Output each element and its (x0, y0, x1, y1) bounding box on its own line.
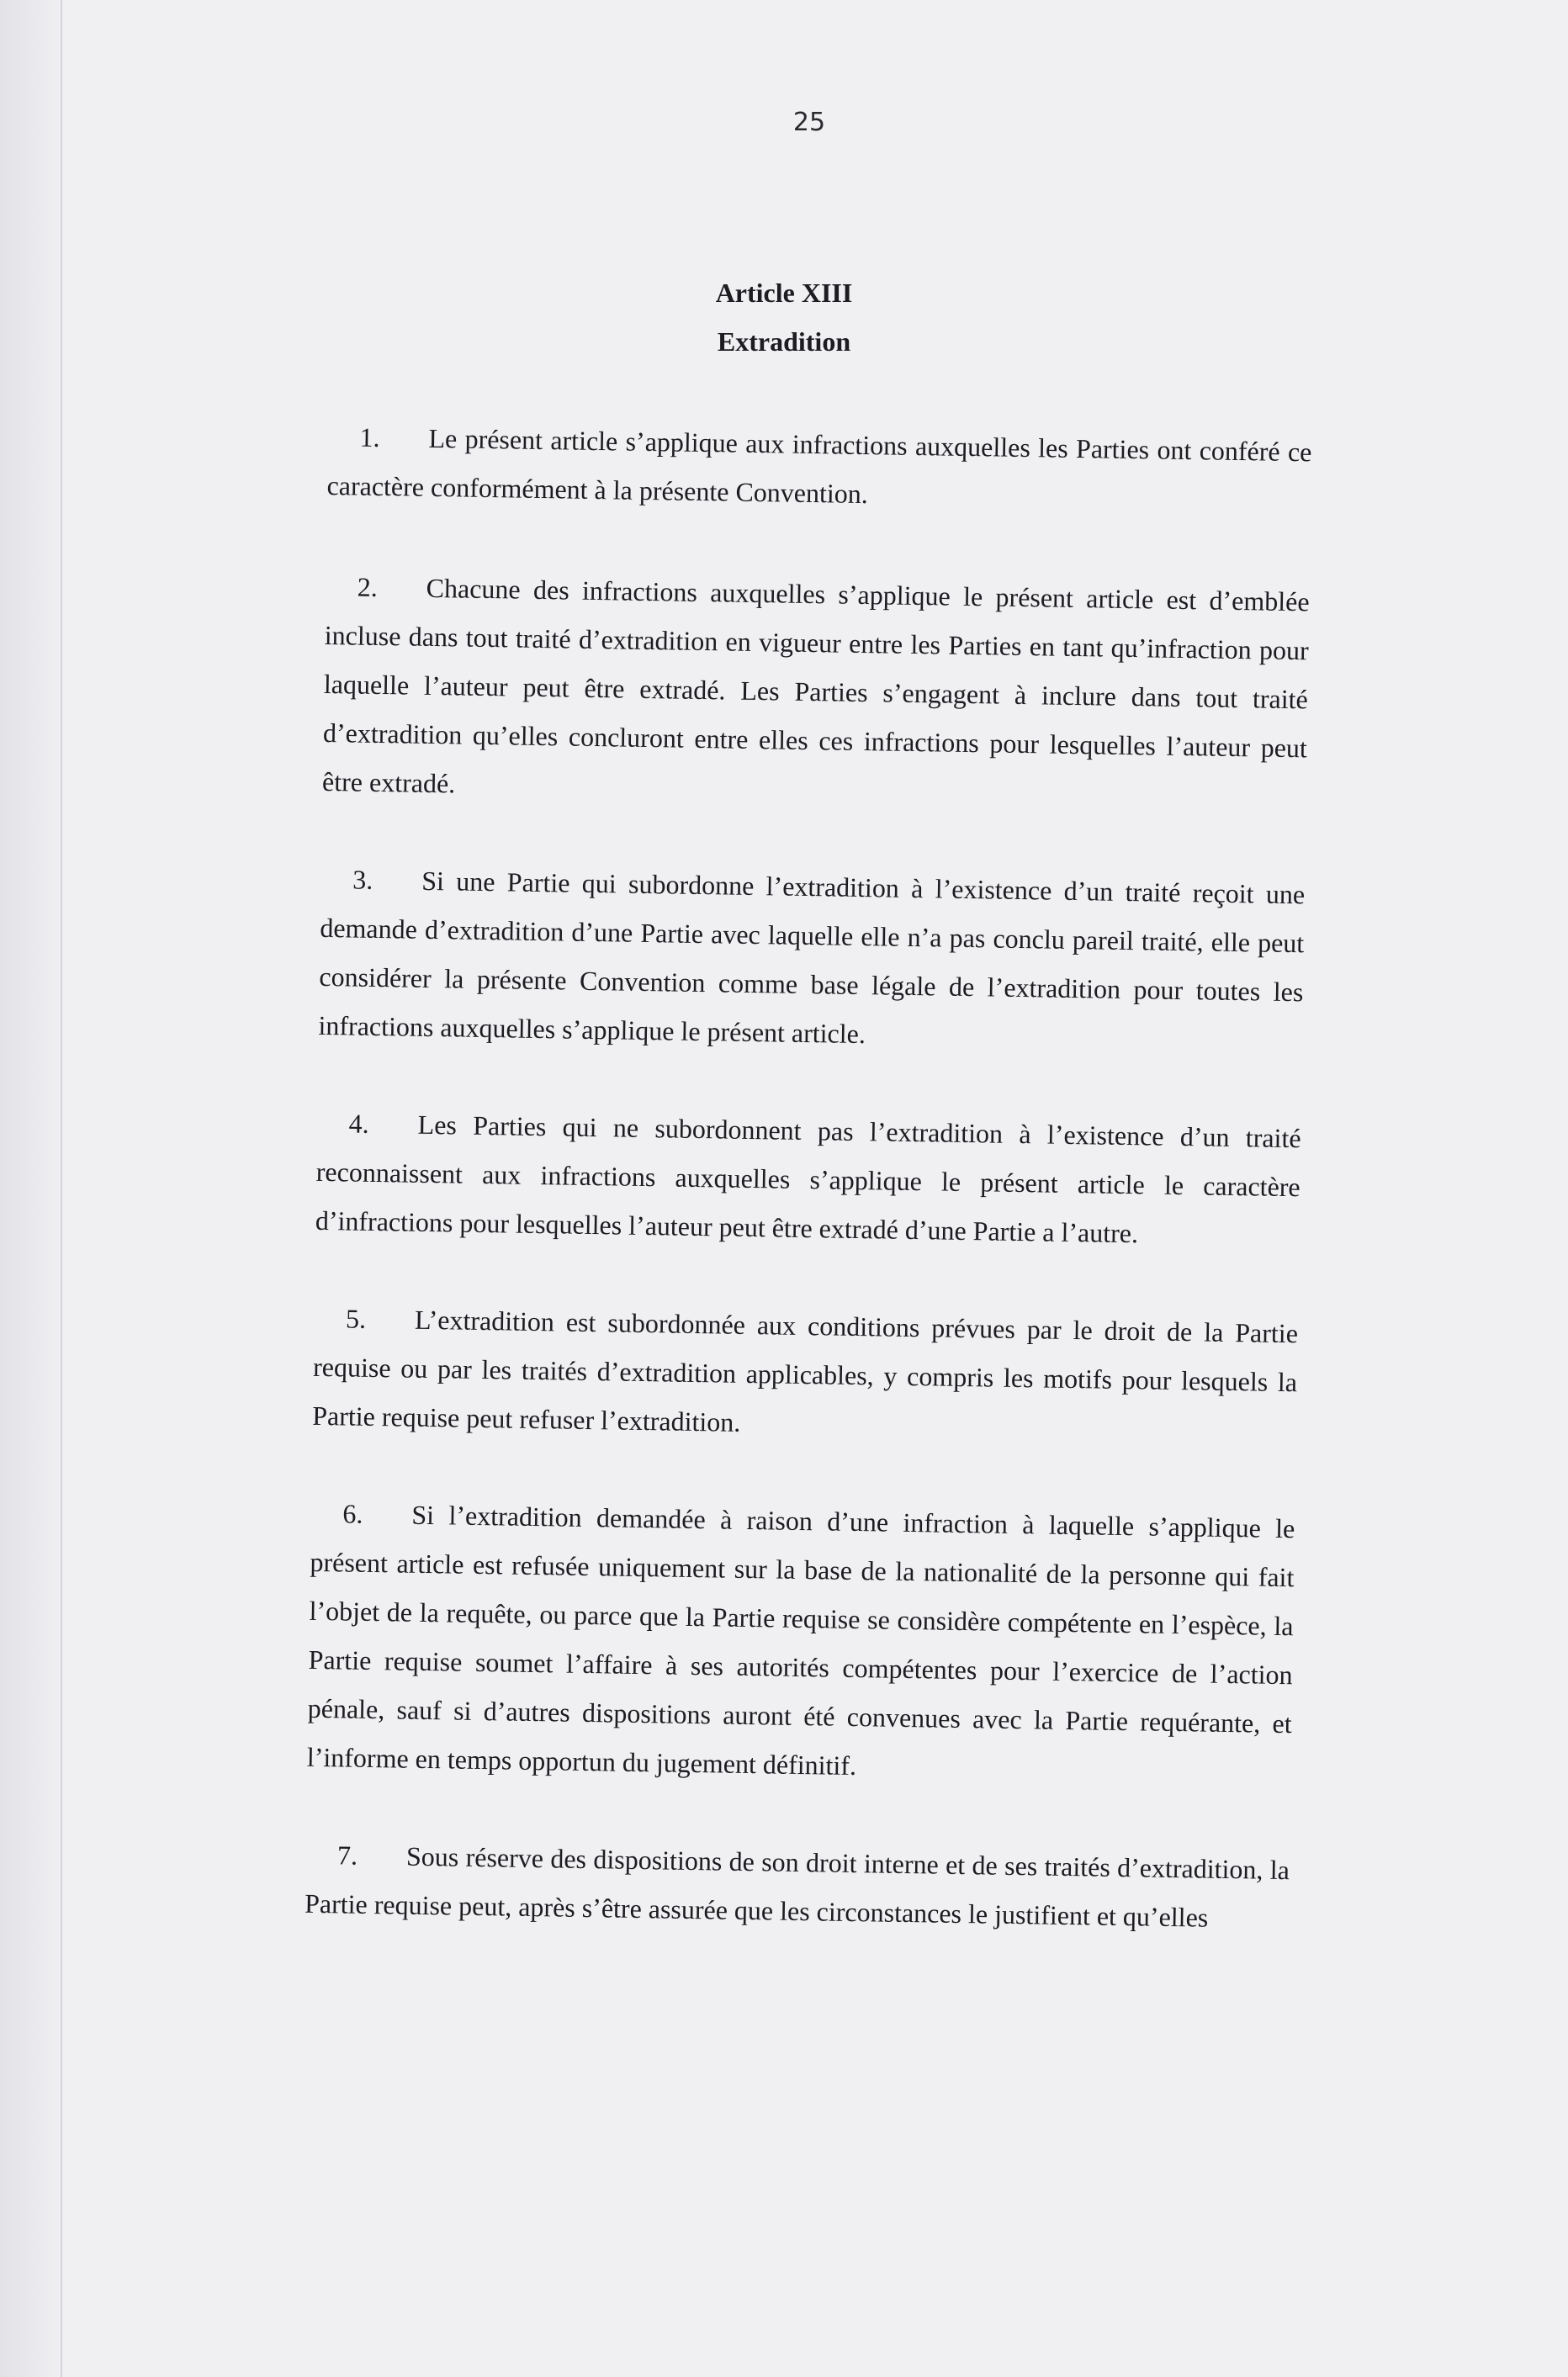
article-title: Article XIII (715, 278, 853, 308)
paragraph-2 (322, 562, 1310, 821)
paragraph-number: 7. (336, 1840, 358, 1871)
paragraph-text: Si l’extradition demandée à raison d’une infraction à laquelle s’applique le présent article est refusée uniquement sur la base de la nationalité de la personne qui fait l’objet de la requête, ou parce que la Partie requise se considère compétente en l’espèce, la Partie requise soumet l’affaire à ses autorités compétentes pour l’exercice de l’action pénale, sauf si d’autres dispositions auront été convenues avec la Partie requérante, et l’informe en temps opportun du jugement définitif. (306, 1499, 1295, 1781)
paragraph-5 (312, 1294, 1299, 1455)
paragraph-text: Les Parties qui ne subordonnent pas l’extradition à l’existence d’un traité reconnaissent aux infractions auxquelles s’applique le présent article le caractère d’infractions pour lesquelles l’auteur peut être extradé d’une Partie a l’autre. (315, 1109, 1301, 1249)
paragraph-text: L’extradition est subordonnée aux conditions prévues par le droit de la Partie requise ou par les traités d’extradition applicables, y compris les motifs pour lesquels la Partie requise peut refuser l’extradition. (311, 1304, 1299, 1437)
paragraph-text: Si une Partie qui subordonne l’extradition à l’existence d’un traité reçoit une demande d’extradition d’une Partie avec laquelle elle n’a pas conclu pareil traité, elle peut considérer la présente Convention comme base légale de l’extradition pour toutes les infractions auxquelles s’applique le présent article. (318, 865, 1306, 1050)
paragraph-number: 6. (342, 1498, 363, 1529)
paragraph-number: 1. (359, 421, 380, 453)
paragraph-6 (306, 1489, 1295, 1797)
paragraph-text: Sous réserve des dispositions de son droit interne et de ses traités d’extradition, la Partie requise peut, après s’être assurée que les circonstances le justifient et qu’elles (304, 1840, 1290, 1933)
paragraph-7 (305, 1830, 1290, 1943)
paragraph-number: 2. (357, 571, 379, 602)
paragraph-4 (315, 1099, 1301, 1260)
page-number: 25 (792, 108, 826, 137)
paragraph-3 (318, 855, 1305, 1065)
paragraph-number: 5. (345, 1303, 367, 1334)
article-subtitle: Extradition (717, 326, 851, 357)
paragraph-text: Le présent article s’applique aux infractions auxquelles les Parties ont conféré ce caractère conformément à la présente Convention. (326, 422, 1312, 510)
article-body (304, 412, 1312, 1992)
paragraph-number: 3. (352, 864, 373, 895)
paragraph-1 (326, 412, 1312, 525)
paragraph-number: 4. (348, 1108, 370, 1139)
paragraph-text: Chacune des infractions auxquelles s’applique le présent article est d’emblée incluse dans tout traité d’extradition en vigueur entre les Parties en tant qu’infraction pour laquelle l’auteur peut être extradé. Les Parties s’engagent à inclure dans tout traité d’extradition qu’elles concluront entre elles ces infractions pour lesquelles l’auteur peut être extradé. (321, 572, 1310, 799)
